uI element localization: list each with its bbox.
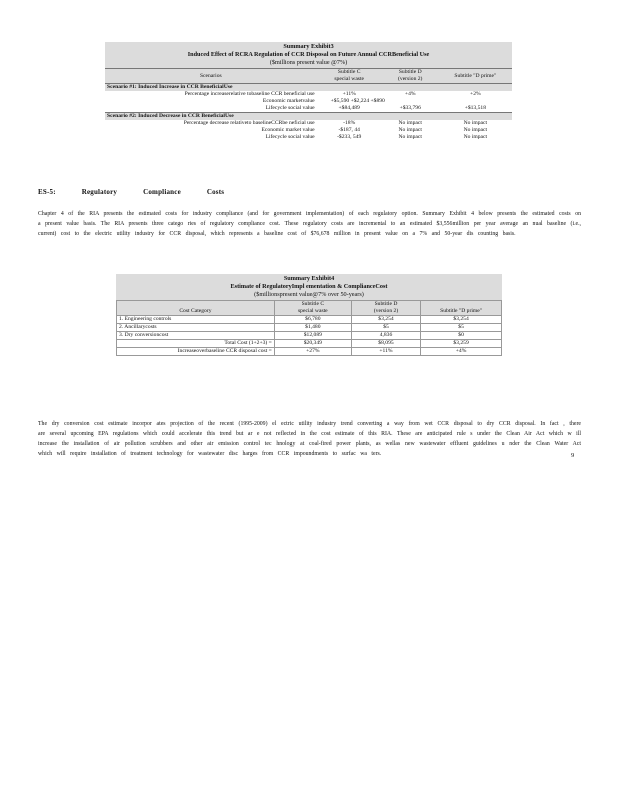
col-subtitle-c: Subtitle C special waste — [274, 301, 351, 316]
total-row: Total Cost (1+2+3) = $20,349 $8,095 $3,259 — [117, 340, 502, 348]
table-row: Economic market value -$187, 44 No impact No impact — [261, 127, 488, 133]
scenario-1-heading: Scenario #1: Induced Increase in CCR BeneficialUse — [105, 84, 512, 92]
exhibit-4-table — [116, 300, 502, 356]
section-word-3: Costs — [206, 188, 225, 196]
exhibit-4-header — [116, 274, 502, 300]
paragraph-1: Chapter 4 of the RIA presents the estimated costs for industry compliance (and for government implementation) of each regulatory option. Summary Exhibit 4 below presents the estimated costs on a present value basis. The RIA presents three catego ries of regulatory compliance cost. These regulatory costs are incremental to an estimated $3,556million per year average an nual baseline (i.e., current) cost to the electric utility industry for CCR disposal, which represents a baseline cost of $76,678 million in present value on a 7% and 50-year dis counting basis. — [38, 211, 581, 237]
page-number: 9 — [571, 452, 575, 459]
exhibit-4-title-1: Summary Exhibit4 — [283, 275, 335, 282]
col-subtitle-d-prime: Subtitle "D prime" — [421, 301, 502, 316]
scenario-2-heading: Scenario #2: Induced Decrease in CCR BeneficialUse — [105, 113, 512, 121]
col-subtitle-d: Subtitle D (version 2) — [351, 301, 420, 316]
table-row: 3. Dry conversioncost $12,089 4,836 $0 — [117, 332, 502, 340]
exhibit-3-title-2: Induced Effect of RCRA Regulation of CCR Disposal on Future Annual CCRBeneficial Use — [187, 51, 430, 58]
table-row: Economic marketvalue +$5,590 +$2,224 +$890 — [262, 98, 385, 104]
paragraph-2: The dry conversion cost estimate incorpor ates projection of the recent (1995-2009) el ectric utility industry trend converting a way from wet CCR disposal to dry CCR disposal. In fact , there are several upcoming EPA regulations which could accelerate this trend but ar e not reflected in the cost estimate of this RIA. These are anticipated rule s under the Clean Air Act which w ill increase the installation of air pollution scrubbers and other air emission control tec hnology at coal-fired power plants, as wellas new wastewater effluent guidelines u nder the Clean Water Act which will require installation of treatment technology for wastewater disc harges from CCR impoundments to surfac wa ters. — [38, 421, 581, 457]
col-subtitle-c: Subtitle C special waste — [317, 69, 382, 84]
section-heading — [38, 188, 248, 196]
exhibit-3 — [105, 42, 512, 141]
section-word-2: Compliance — [143, 188, 181, 196]
exhibit-3-header — [105, 42, 512, 68]
table-row: Percentage decrease relativeto baselineCCRbe neficial use -18% No impact No impact — [183, 120, 488, 126]
table-row: 2. Ancillarycosts $1,480 $5 $5 — [117, 324, 502, 332]
table-row: Percentage increaserelative tobaseline CCR beneficial use +11% +4% +2% — [184, 91, 481, 97]
exhibit-3-table — [105, 68, 512, 141]
table-row: 1. Engineering controls $6,780 $3,254 $3,254 — [117, 316, 502, 324]
col-cost-category: Cost Category — [117, 301, 275, 316]
exhibit-4-title-3: ($millionspresent value@7% over 50-years) — [254, 291, 364, 298]
col-subtitle-d: Subtitle D (version 2) — [382, 69, 439, 84]
table-row: Lifecycle social value +$84,489 +$33,796 +$13,518 — [265, 105, 487, 111]
exhibit-3-column-headers — [105, 69, 512, 84]
exhibit-3-title-3: ($millions present value @7%) — [269, 59, 348, 66]
section-number: ES-5: — [38, 188, 56, 196]
exhibit-4-column-headers — [117, 301, 502, 316]
col-scenarios: Scenarios — [105, 69, 317, 84]
exhibit-4 — [116, 274, 502, 356]
exhibit-4-title-2: Estimate of RegulatoryImpl ementation & ComplianceCost — [230, 283, 388, 290]
exhibit-3-title-1: Summary Exhibit3 — [283, 43, 334, 50]
increase-row: Increaseoverbaseline CCR disposal cost = +27% +11% +4% — [117, 348, 502, 356]
section-word-1: Regulatory — [81, 188, 118, 196]
table-row: Lifecycle social value -$233, 549 No impact No impact — [265, 134, 488, 140]
col-subtitle-d-prime: Subtitle "D prime" — [439, 69, 512, 84]
